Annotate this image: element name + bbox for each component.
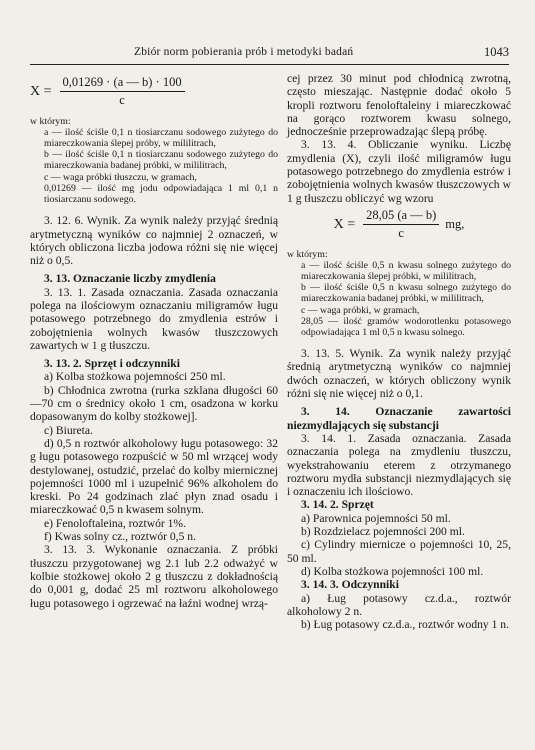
equipment-item: b) Rozdzielacz pojemności 200 ml. xyxy=(301,525,465,539)
formula-fraction xyxy=(363,209,439,241)
legend-item: a — ilość ściśle 0,1 n tiosiarczanu sodowego zużytego do miareczkowania ślepej próby, w mililitrach, xyxy=(44,126,278,149)
paragraph-3-13-4: 3. 13. 4. Obliczanie wyniku. Liczbę zmydlenia (X), czyli ilość miligramów ługu potasowego potrzebnego do zmydlenia estrów i zobojętnienia wolnych kwasów tłuszczowych w 1 g tłuszczu obliczyć wg wzoru xyxy=(287,138,511,205)
iodine-formula xyxy=(30,76,278,108)
legend-item: 28,05 — ilość gramów wodorotlenku potasowego odpowiadająca 1 ml 0,5 n kwasu solnego. xyxy=(301,315,511,338)
formula-denominator: c xyxy=(119,93,125,108)
legend-item: c — waga próbki tłuszczu, w gramach, xyxy=(44,171,197,183)
formula-numerator: 28,05 (a — b) xyxy=(363,209,439,225)
equipment-item: a) Kolba stożkowa pojemności 250 ml. xyxy=(44,370,226,384)
equipment-item: b) Chłodnica zwrotna (rurka szklana długości 60—70 cm o średnicy około 1 cm, osadzona w korku dopasowanym do kolby stożkowej]. xyxy=(30,383,278,424)
legend-item: c — waga próbki, w gramach, xyxy=(301,304,420,316)
equipment-item: c) Cylindry miernicze o pojemności 10, 25, 50 ml. xyxy=(287,538,511,565)
saponification-formula xyxy=(287,209,511,241)
paragraph-3-13-5: 3. 13. 5. Wynik. Za wynik należy przyjąć średnią arytmetyczną wyników co najmniej dwóch oznaczeń, w których obliczony wynik różni się nie więcej niż o 0,1. xyxy=(287,347,511,401)
legend-item: b — ilość ściśle 0,5 n kwasu solnego zużytego do miareczkowania badanej próbki, w mililitrach, xyxy=(301,282,511,305)
page-number: 1043 xyxy=(484,45,509,59)
left-column xyxy=(30,72,278,610)
legend-item: b — ilość ściśle 0,1 n tiosiarczanu sodowego zużytego do miareczkowania badanej próbki, w mililitrach, xyxy=(44,149,278,172)
formula-lhs: X = xyxy=(30,84,52,100)
heading-3-14: 3. 14. Oznaczanie zawartości niezmydlających się substancji xyxy=(287,405,511,432)
equipment-item: c) Biureta. xyxy=(44,423,93,437)
paragraph-3-13-3: 3. 13. 3. Wykonanie oznaczania. Z próbki tłuszczu przygotowanej wg 2.1 lub 2.2 odważyć w kolbie stożkowej około 2 g tłuszczu z dokładnością do 0,001 g, dodać 25 ml roztworu alkoholowego ługu potasowego i ogrzewać na łaźni wodnej wrzą- xyxy=(30,543,278,610)
paragraph-continued: cej przez 30 minut pod chłodnicą zwrotną, często mieszając. Następnie dodać około 5 kropli roztworu fenoloftaleiny i miareczkować na gorąco roztworem kwasu solnego, jednocześnie przeprowadzając ślepą próbę. xyxy=(287,72,511,139)
formula-numerator: 0,01269 · (a — b) · 100 xyxy=(60,76,185,92)
heading-3-14-3: 3. 14. 3. Odczynniki xyxy=(301,578,399,592)
formula-lhs: X = xyxy=(333,217,356,233)
legend-item: 0,01269 — ilość mg jodu odpowiadająca 1 ml 0,1 n tiosiarczanu sodowego. xyxy=(44,182,278,206)
where-label: w którym: xyxy=(287,248,328,260)
reagent-item: b) Ług potasowy cz.d.a., roztwór wodny 1 n. xyxy=(301,618,509,632)
heading-3-13-2: 3. 13. 2. Sprzęt i odczynniki xyxy=(44,357,180,371)
equipment-item: f) Kwas solny cz., roztwór 0,5 n. xyxy=(44,530,196,544)
heading-3-13: 3. 13. Oznaczanie liczby zmydlenia xyxy=(44,272,216,286)
right-column xyxy=(287,72,511,631)
where-label: w którym: xyxy=(30,115,71,127)
heading-3-14-2: 3. 14. 2. Sprzęt xyxy=(301,498,374,512)
equipment-item: d) Kolba stożkowa pojemności 100 ml. xyxy=(301,564,484,578)
reagent-item: a) Ług potasowy cz.d.a., roztwór alkoholowy 2 n. xyxy=(287,591,511,618)
equipment-item: e) Fenoloftaleina, roztwór 1%. xyxy=(44,516,186,530)
formula-unit: mg, xyxy=(445,217,465,232)
equipment-item: d) 0,5 n roztwór alkoholowy ługu potasowego: 32 g ługu potasowego rozpuścić w 50 ml wrzącej wody destylowanej, ostudzić, przelać do kolby miernicznej pojemności 1000 ml i uzupełnić 96% alkoholem do kreski. Po 24 godzinach zlać płyn znad osadu i miareczkować 0,5 n kwasem solnym. xyxy=(30,436,278,517)
paragraph-3-14-1: 3. 14. 1. Zasada oznaczania. Zasada oznaczania polega na zmydleniu tłuszczu, wyekstrahowaniu eterem z otrzymanego roztworu mydła substancji niezmydlających się i oznaczeniu ich ilościowo. xyxy=(287,431,511,499)
formula-fraction xyxy=(60,76,185,108)
equipment-item: a) Parownica pojemności 50 ml. xyxy=(301,511,451,525)
running-title: Zbiór norm pobierania prób i metodyki badań xyxy=(134,46,354,58)
legend-item: a — ilość ściśle 0,5 n kwasu solnego zużytego do miareczkowania ślepej próbki, w mililitrach, xyxy=(301,259,511,282)
formula-denominator: c xyxy=(398,226,404,241)
paragraph-3-12-6: 3. 12. 6. Wynik. Za wynik należy przyjąć średnią arytmetyczną wyników co najmniej 2 oznaczeń, w których obliczona liczba jodowa różni się nie więcej niż o 0,5. xyxy=(30,214,278,268)
running-header xyxy=(30,44,509,65)
paragraph-3-13-1: 3. 13. 1. Zasada oznaczania. Zasada oznaczania polega na ilościowym oznaczaniu miligramów ługu potasowego potrzebnego do zmydlenia estrów i zobojętnienia wolnych kwasów tłuszczowych zawartych w 1 g tłuszczu. xyxy=(30,285,278,352)
